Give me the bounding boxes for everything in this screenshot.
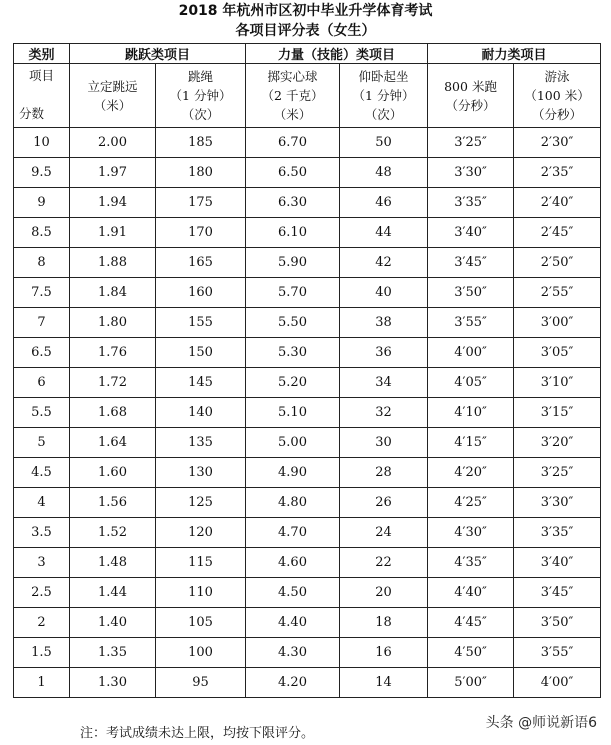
value-cell: 4′30″ [428,518,514,548]
value-cell: 44 [340,218,428,248]
value-cell: 110 [156,578,246,608]
item-name: 跳绳 [188,69,214,84]
item-unit: （分秒） [532,107,583,122]
value-cell: 1.88 [70,248,156,278]
score-cell: 4 [14,488,70,518]
value-cell: 5.50 [246,308,340,338]
value-cell: 1.52 [70,518,156,548]
table-row [14,398,601,428]
score-cell: 7.5 [14,278,70,308]
value-cell: 3′20″ [514,428,601,458]
value-cell: 1.84 [70,278,156,308]
header-row-groups [14,44,601,64]
value-cell: 3′40″ [428,218,514,248]
value-cell: 135 [156,428,246,458]
item-unit: （1 分钟） [352,88,415,103]
item-unit: （分秒） [445,97,496,113]
value-cell: 4′50″ [428,638,514,668]
value-cell: 4′35″ [428,548,514,578]
score-cell: 8.5 [14,218,70,248]
value-cell: 30 [340,428,428,458]
value-cell: 3′50″ [514,608,601,638]
footnote: 注：考试成绩未达上限，均按下限评分。 [80,726,315,741]
value-cell: 2′45″ [514,218,601,248]
value-cell: 120 [156,518,246,548]
value-cell: 175 [156,188,246,218]
table-row [14,188,601,218]
value-cell: 4′45″ [428,608,514,638]
value-cell: 2′55″ [514,278,601,308]
value-cell: 3′25″ [514,458,601,488]
value-cell: 150 [156,338,246,368]
value-cell: 3′50″ [428,278,514,308]
table-row [14,338,601,368]
value-cell: 95 [156,668,246,698]
score-cell: 5 [14,428,70,458]
value-cell: 14 [340,668,428,698]
category-header: 类别 [14,44,70,64]
item-unit: （次） [364,107,403,122]
value-cell: 1.72 [70,368,156,398]
table-row [14,668,601,698]
value-cell: 4′00″ [514,668,601,698]
item-name: 仰卧起坐 [358,69,409,84]
item-header-standing-jump [70,64,156,128]
score-cell: 3 [14,548,70,578]
value-cell: 4′40″ [428,578,514,608]
document-title: 2018 年杭州市区初中毕业升学体育考试 [178,3,433,19]
table-row [14,638,601,668]
item-name: 立定跳远 [87,78,138,94]
value-cell: 1.30 [70,668,156,698]
value-cell: 4′25″ [428,488,514,518]
value-cell: 105 [156,608,246,638]
score-cell: 9.5 [14,158,70,188]
value-cell: 24 [340,518,428,548]
value-cell: 26 [340,488,428,518]
value-cell: 2.00 [70,128,156,158]
watermark: 头条 @师说新语6 [485,715,597,731]
value-cell: 1.91 [70,218,156,248]
score-cell: 2 [14,608,70,638]
score-cell: 3.5 [14,518,70,548]
item-name: 掷实心球 [267,69,318,84]
value-cell: 3′45″ [428,248,514,278]
value-cell: 2′50″ [514,248,601,278]
item-header-800m-run [428,64,514,128]
value-cell: 4.30 [246,638,340,668]
table-row [14,278,601,308]
value-cell: 36 [340,338,428,368]
value-cell: 18 [340,608,428,638]
value-cell: 5.90 [246,248,340,278]
value-cell: 6.70 [246,128,340,158]
value-cell: 2′35″ [514,158,601,188]
value-cell: 48 [340,158,428,188]
value-cell: 5.30 [246,338,340,368]
value-cell: 40 [340,278,428,308]
table-row [14,248,601,278]
value-cell: 1.40 [70,608,156,638]
value-cell: 4.50 [246,578,340,608]
value-cell: 125 [156,488,246,518]
value-cell: 4.70 [246,518,340,548]
header-row-items [14,64,601,128]
value-cell: 22 [340,548,428,578]
value-cell: 1.60 [70,458,156,488]
value-cell: 3′10″ [514,368,601,398]
table-row [14,458,601,488]
item-unit: （次） [181,107,220,122]
value-cell: 3′35″ [514,518,601,548]
value-cell: 1.76 [70,338,156,368]
value-cell: 3′55″ [514,638,601,668]
value-cell: 100 [156,638,246,668]
value-cell: 1.64 [70,428,156,458]
score-cell: 5.5 [14,398,70,428]
value-cell: 5.70 [246,278,340,308]
table-row [14,518,601,548]
value-cell: 170 [156,218,246,248]
value-cell: 42 [340,248,428,278]
value-cell: 155 [156,308,246,338]
table-row [14,308,601,338]
value-cell: 4′20″ [428,458,514,488]
item-unit: （2 千克） [261,88,324,103]
table-row [14,368,601,398]
corner-header [14,64,70,128]
value-cell: 3′00″ [514,308,601,338]
score-cell: 8 [14,248,70,278]
value-cell: 4.20 [246,668,340,698]
value-cell: 2′30″ [514,128,601,158]
value-cell: 16 [340,638,428,668]
group-header-jump: 跳跃类项目 [70,44,246,64]
table-row [14,218,601,248]
value-cell: 1.44 [70,578,156,608]
value-cell: 4′00″ [428,338,514,368]
value-cell: 165 [156,248,246,278]
value-cell: 4.90 [246,458,340,488]
value-cell: 5′00″ [428,668,514,698]
score-cell: 6.5 [14,338,70,368]
score-cell: 6 [14,368,70,398]
value-cell: 3′30″ [428,158,514,188]
value-cell: 38 [340,308,428,338]
value-cell: 3′15″ [514,398,601,428]
value-cell: 46 [340,188,428,218]
value-cell: 4′15″ [428,428,514,458]
value-cell: 160 [156,278,246,308]
item-unit: （100 米） [524,88,590,103]
value-cell: 4.80 [246,488,340,518]
value-cell: 1.80 [70,308,156,338]
value-cell: 5.00 [246,428,340,458]
value-cell: 3′55″ [428,308,514,338]
corner-item-label: 项目 [28,68,54,83]
value-cell: 3′30″ [514,488,601,518]
score-cell: 2.5 [14,578,70,608]
group-header-endurance: 耐力类项目 [428,44,601,64]
value-cell: 1.35 [70,638,156,668]
item-unit: （米） [273,107,312,122]
value-cell: 5.10 [246,398,340,428]
value-cell: 140 [156,398,246,428]
value-cell: 2′40″ [514,188,601,218]
score-cell: 7 [14,308,70,338]
table-row [14,128,601,158]
value-cell: 1.48 [70,548,156,578]
value-cell: 28 [340,458,428,488]
value-cell: 185 [156,128,246,158]
value-cell: 1.68 [70,398,156,428]
item-header-sit-ups [340,64,428,128]
table-row [14,488,601,518]
value-cell: 1.97 [70,158,156,188]
table-row [14,158,601,188]
item-header-ball-throw [246,64,340,128]
value-cell: 34 [340,368,428,398]
score-table [13,43,601,698]
table-row [14,608,601,638]
value-cell: 3′35″ [428,188,514,218]
group-header-strength: 力量（技能）类项目 [246,44,428,64]
item-unit: （1 分钟） [169,88,232,103]
value-cell: 6.50 [246,158,340,188]
score-cell: 1.5 [14,638,70,668]
value-cell: 1.56 [70,488,156,518]
corner-score-label: 分数 [19,106,45,121]
item-name: 800 米跑 [444,78,497,94]
score-cell: 4.5 [14,458,70,488]
value-cell: 4′10″ [428,398,514,428]
value-cell: 32 [340,398,428,428]
score-cell: 1 [14,668,70,698]
value-cell: 50 [340,128,428,158]
table-row [14,578,601,608]
value-cell: 3′25″ [428,128,514,158]
value-cell: 20 [340,578,428,608]
value-cell: 145 [156,368,246,398]
value-cell: 180 [156,158,246,188]
value-cell: 4.40 [246,608,340,638]
item-unit: （米） [93,97,132,113]
value-cell: 1.94 [70,188,156,218]
table-row [14,548,601,578]
item-header-rope-skipping [156,64,246,128]
value-cell: 130 [156,458,246,488]
value-cell: 5.20 [246,368,340,398]
value-cell: 6.30 [246,188,340,218]
table-row [14,428,601,458]
value-cell: 6.10 [246,218,340,248]
item-header-swimming [514,64,601,128]
value-cell: 115 [156,548,246,578]
value-cell: 3′05″ [514,338,601,368]
item-name: 游泳 [544,69,570,84]
score-cell: 10 [14,128,70,158]
value-cell: 4.60 [246,548,340,578]
value-cell: 3′40″ [514,548,601,578]
score-cell: 9 [14,188,70,218]
value-cell: 3′45″ [514,578,601,608]
value-cell: 4′05″ [428,368,514,398]
document-subtitle: 各项目评分表（女生） [235,23,376,39]
